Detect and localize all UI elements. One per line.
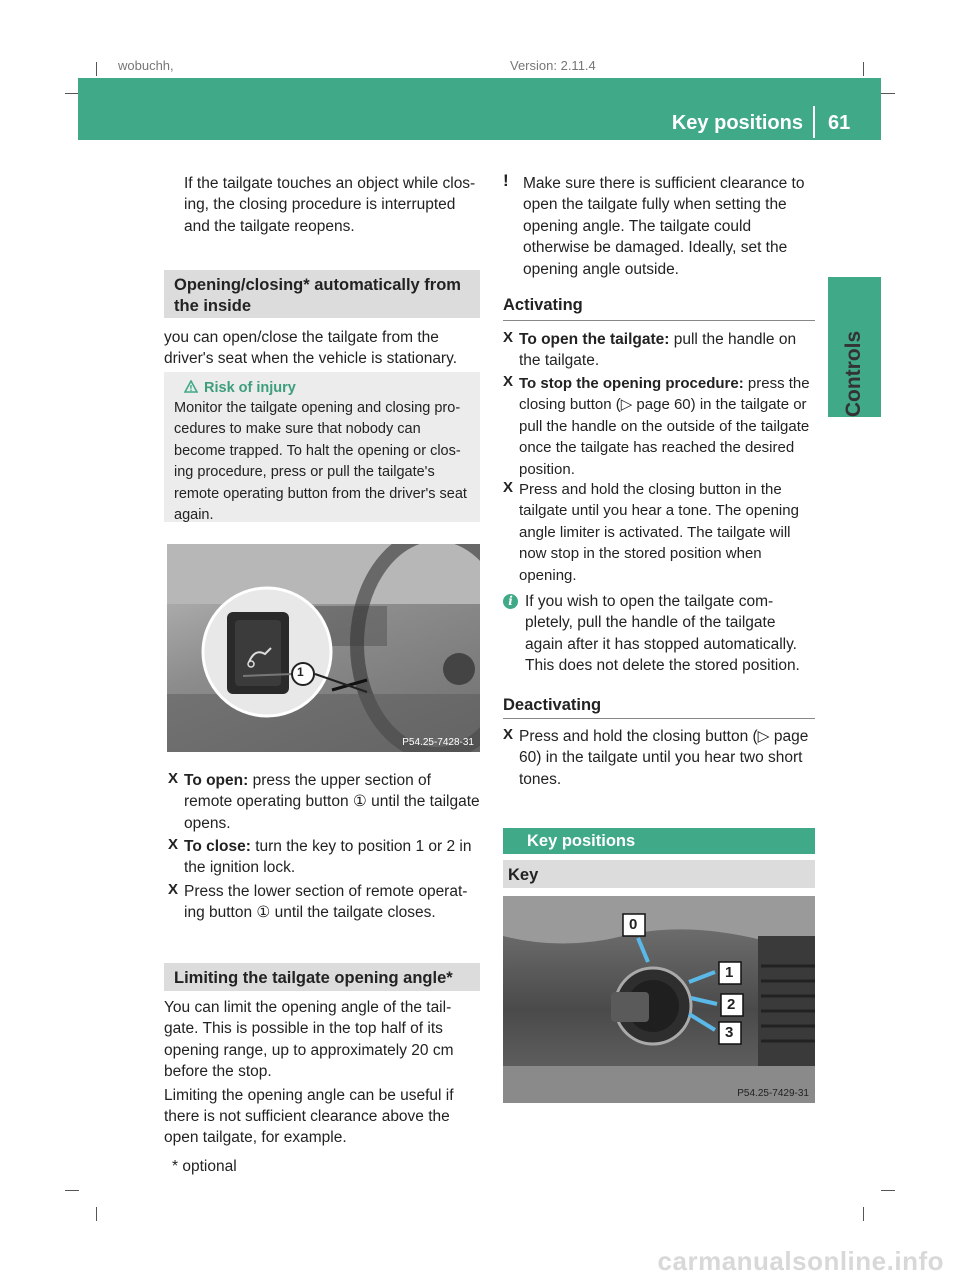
key-label-3: 3 xyxy=(725,1024,734,1041)
crop-mark xyxy=(96,1207,97,1221)
side-tab-label: Controls xyxy=(842,330,865,418)
info-icon: i xyxy=(503,594,518,609)
key-label-1: 1 xyxy=(725,964,734,981)
header-meta-center: Version: 2.11.4 xyxy=(510,58,596,73)
crop-mark xyxy=(65,1190,79,1191)
page-number: 61 xyxy=(828,112,851,134)
key-heading: Key xyxy=(503,860,815,888)
crop-mark xyxy=(881,1190,895,1191)
figure-callout: 1 xyxy=(297,665,304,679)
intro-paragraph: If the tailgate touches an object while clos-ing, the closing procedure is interrupted and the tailgate reopens. xyxy=(184,175,476,235)
section-body: You can limit the opening angle of the tail-gate. This is possible in the top half of its opening range, up to approximately 20 cm before the stop. Limiting the opening angle can be useful if there is not sufficient clearance above the open tailgate, for example. xyxy=(164,999,454,1147)
caution-note: ! Make sure there is sufficient clearance to open the tailgate fully when setting the opening angle. The tailgate could otherwise be damaged. Ideally, set the opening angle outside. xyxy=(503,171,805,278)
svg-text:!: ! xyxy=(189,384,193,393)
crop-mark xyxy=(863,62,864,76)
crop-mark xyxy=(96,62,97,76)
list-item: X Press and hold the closing button in the tailgate until you hear a tone. The opening angle limiter is activated. The tailgate will now stop in the stored position when opening. xyxy=(503,479,799,584)
warning-icon xyxy=(184,380,198,394)
list-item: X Press and hold the closing button (▷ page 60) in the tailgate until you hear two short tones. xyxy=(503,726,809,788)
crop-mark xyxy=(863,1207,864,1221)
key-positions-figure xyxy=(503,896,815,1103)
header-separator xyxy=(813,106,815,138)
figure-code: P54.25-7429-31 xyxy=(737,1088,809,1099)
list-item: X To open: press the upper section of remote operating button ① until the tailgate opens. xyxy=(168,770,480,832)
section-body: you can open/close the tailgate from the driver's seat when the vehicle is stationary. xyxy=(164,329,458,368)
footer-optional: * optional xyxy=(172,1158,237,1175)
info-note: i If you wish to open the tailgate com-pletely, pull the handle of the tailgate again after it has stopped automatically. This does not delete the stored position. xyxy=(503,591,815,677)
header-meta-left: wobuchh, xyxy=(118,58,174,73)
key-positions-heading: Key positions xyxy=(503,828,815,854)
section-heading: Opening/closing* automatically from the inside xyxy=(164,270,480,318)
list-item: X To stop the opening procedure: press the closing button (▷ page 60) in the tailgate or pull the handle on the outside of the tailgate once the tailgate has reached the desired position. xyxy=(503,373,810,478)
warning-box xyxy=(164,372,480,522)
warning-title: Risk of injury xyxy=(204,380,296,396)
caution-icon: ! xyxy=(503,171,509,190)
page-section-title: Key positions xyxy=(671,112,803,134)
crop-mark xyxy=(65,93,79,94)
subheading-deactivating: Deactivating xyxy=(503,696,815,719)
key-label-2: 2 xyxy=(727,996,736,1013)
key-label-0: 0 xyxy=(629,916,638,933)
list-item: X To open the tailgate: pull the handle on the tailgate. xyxy=(503,329,797,370)
warning-body: Monitor the tailgate opening and closing pro-cedures to make sure that nobody can become trapped. To halt the opening or clos-ing procedure, press or pull the tailgate's remote operating button from the driver's seat again. xyxy=(174,400,467,524)
subheading-activating: Activating xyxy=(503,296,815,321)
list-item: X Press the lower section of remote operat-ing button ① until the tailgate closes. xyxy=(168,881,468,922)
crop-mark xyxy=(881,93,895,94)
figure-code: P54.25-7428-31 xyxy=(402,737,474,748)
watermark: carmanualsonline.info xyxy=(657,1246,944,1276)
list-item: X To close: turn the key to position 1 or 2 in the ignition lock. xyxy=(168,836,472,877)
remote-button-figure xyxy=(167,544,480,752)
section-heading: Limiting the tailgate opening angle* xyxy=(164,963,480,991)
